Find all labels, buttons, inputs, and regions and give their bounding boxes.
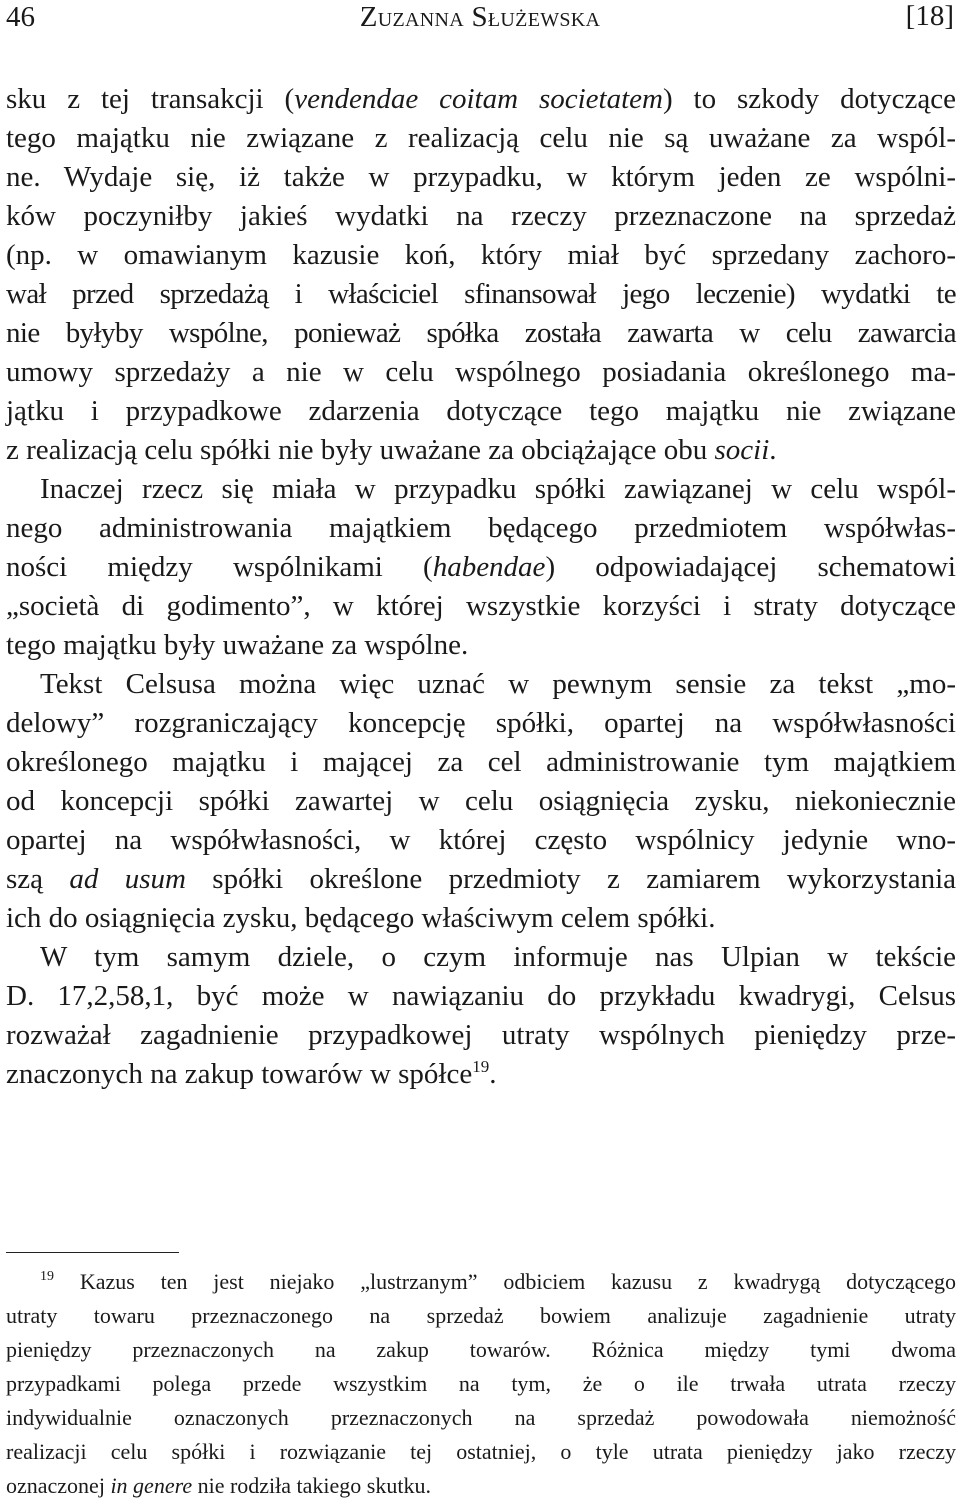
- text-line: z realizacją celu spółki nie były uważane za obciążające obu socii.: [6, 434, 777, 466]
- running-head-author: Zuzanna Służewska: [359, 1, 601, 33]
- paragraph-start: W tym samym dziele, o czym informuje nas Ulpian w tekście: [40, 941, 956, 973]
- text-line: ności między wspólnikami (habendae) odpowiadającej schematowi: [6, 551, 956, 583]
- issue-number: [18]: [905, 0, 954, 32]
- text-line: jątku i przypadkowe zdarzenia dotyczące tego majątku nie związane: [6, 395, 956, 427]
- text-line: znaczonych na zakup towarów w spółce$^{19}$.: [6, 1057, 497, 1090]
- text-line: ne. Wydaje się, iż także w przypadku, w którym jeden ze wspólni-: [6, 161, 956, 193]
- text-line: ich do osiągnięcia zysku, będącego właściwym celem spółki.: [6, 902, 716, 934]
- footnote: [6, 1265, 956, 1503]
- text-line: (np. w omawianym kazusie koń, który miał być sprzedany zachoro-: [6, 239, 956, 271]
- text-line: szą ad usum spółki określone przedmioty z zamiarem wykorzystania: [6, 863, 956, 895]
- text-line: delowy” rozgraniczający koncepcję spółki, opartej na współwłasności: [6, 707, 956, 739]
- footnote-marker: 19: [40, 1269, 54, 1284]
- text-line: określonego majątku i mającej za cel administrowanie tym majątkiem: [6, 746, 956, 778]
- text-line: „società di godimento”, w której wszystkie korzyści i straty dotyczące: [6, 590, 956, 622]
- footnote-line: realizacji celu spółki i rozwiązanie tej ostatniej, o tyle utrata pieniędzy jako rzeczy: [6, 1439, 956, 1464]
- footnote-line: pieniędzy przeznaczonych na zakup towarów. Różnica między tymi dwoma: [6, 1337, 956, 1362]
- latin-term: socii: [714, 434, 770, 466]
- running-header: [0, 0, 960, 40]
- latin-term: habendae: [432, 551, 546, 583]
- latin-term: ad usum: [69, 863, 186, 895]
- text-line: nie byłyby wspólne, ponieważ spółka została zawarta w celu zawarcia: [6, 317, 956, 349]
- text-line: sku z tej transakcji (vendendae coitam societatem) to szkody dotyczące: [6, 83, 957, 115]
- paragraph-start: Inaczej rzecz się miała w przypadku spółki zawiązanej w celu wspól-: [40, 473, 956, 505]
- footnote-line: $^{19}$ Kazus ten jest niejako „lustrzanym” odbiciem kazusu z kwadrygą dotyczącego: [40, 1269, 956, 1294]
- footnote-reference[interactable]: 19: [472, 1057, 490, 1076]
- footnote-line: oznaczonej in genere nie rodziła takiego skutku.: [6, 1473, 431, 1498]
- footnote-line: utraty towaru przeznaczonego na sprzedaż bowiem analizuje zagadnienie utraty: [6, 1303, 956, 1328]
- text-line: D. 17,2,58,1, być może w nawiązaniu do przykładu kwadrygi, Celsus: [6, 980, 956, 1012]
- text-line: opartej na współwłasności, w której często wspólnicy jedynie wno-: [6, 824, 956, 856]
- footnote-separator: [6, 1252, 179, 1253]
- main-text: [6, 80, 956, 1094]
- latin-term: vendendae coitam societatem: [294, 83, 663, 115]
- text-line: nego administrowania majątkiem będącego przedmiotem współwłas-: [6, 512, 956, 544]
- footnote-line: indywidualnie oznaczonych przeznaczonych na sprzedaż powodowała niemożność: [6, 1405, 956, 1430]
- paragraph-start: Tekst Celsusa można więc uznać w pewnym sensie za tekst „mo-: [40, 668, 956, 700]
- text-line: rozważał zagadnienie przypadkowej utraty wspólnych pieniędzy prze-: [6, 1019, 956, 1051]
- text-line: wał przed sprzedażą i właściciel sfinansował jego leczenie) wydatki te: [6, 278, 956, 310]
- text-line: umowy sprzedaży a nie w celu wspólnego posiadania określonego ma-: [6, 356, 956, 388]
- text-line: ków poczyniłby jakieś wydatki na rzeczy przeznaczone na sprzedaż: [6, 200, 956, 232]
- text-line: tego majątku były uważane za wspólne.: [6, 629, 469, 661]
- page-number: 46: [6, 1, 35, 33]
- footnote-line: przypadkami polega przede wszystkim na tym, że o ile trwała utrata rzeczy: [6, 1371, 956, 1396]
- text-line: tego majątku nie związane z realizacją celu nie są uważane za wspól-: [6, 122, 956, 154]
- text-line: od koncepcji spółki zawartej w celu osiągnięcia zysku, niekoniecznie: [6, 785, 956, 817]
- latin-term: in genere: [110, 1473, 193, 1498]
